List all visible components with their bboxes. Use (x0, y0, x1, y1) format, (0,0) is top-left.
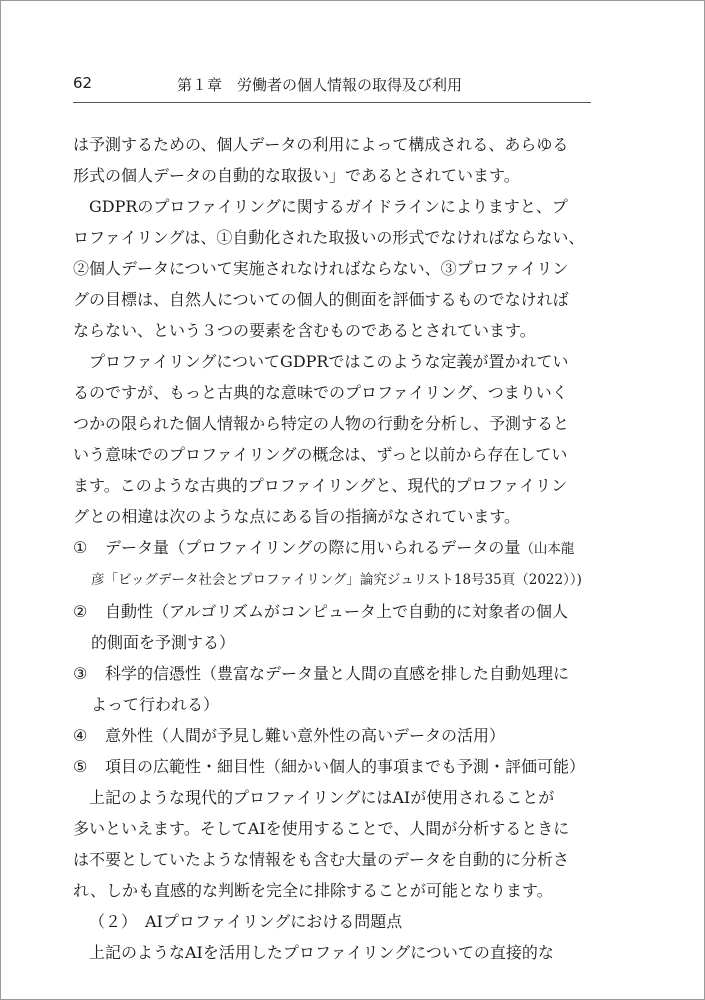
paragraph-line: ②個人データについて実施されなければならない、③プロファイリン (73, 259, 569, 278)
paragraph-line: つかの限られた個人情報から特定の人物の行動を分析し、予測すると (73, 414, 570, 433)
list-item-text: 意外性（人間が予見し難い意外性の高いデータの活用） (105, 726, 506, 745)
list-item-number: ② (73, 602, 88, 621)
paragraph-line: ならない、という３つの要素を含むものであるとされています。 (73, 321, 536, 340)
paragraph-line: ロファイリングは、①自動化された取扱いの形式でなければならない、 (73, 228, 585, 247)
list-item-number: ① (73, 538, 88, 557)
paragraph-line: るのですが、もっと古典的な意味でのプロファイリング、つまりいく (73, 383, 568, 402)
list-item (73, 658, 591, 689)
paragraph-line: れ、しかも直感的な判断を完全に排除することが可能となります。 (73, 881, 553, 900)
paragraph-line: グの目標は、自然人についての個人的側面を評価するものでなければ (73, 290, 569, 309)
citation-note: （山本龍 (520, 541, 575, 557)
paragraph-line: いう意味でのプロファイリングの概念は、ずっと以前から存在してい (73, 445, 568, 464)
paragraph-line: 上記のようなAIを活用したプロファイリングについての直接的な (89, 943, 554, 962)
list-item-number: ④ (73, 726, 88, 745)
paragraph-line: 上記のような現代的プロファイリングにはAIが使用されることが (89, 788, 555, 807)
list-item-text: 科学的信憑性（豊富なデータ量と人間の直感を排した自動処理に (105, 664, 570, 683)
list-item-number: ⑤ (73, 757, 88, 776)
list-item (73, 720, 591, 751)
list-item (73, 751, 591, 782)
subheading: （２） AIプロファイリングにおける問題点 (89, 912, 403, 931)
list-item-text: データ量（プロファイリングの際に用いられるデータの量 (105, 538, 521, 557)
chapter-title: 第１章 労働者の個人情報の取得及び利用 (177, 76, 463, 94)
paragraph-line: GDPRのプロファイリングに関するガイドラインによりますと、プ (89, 197, 568, 216)
list-item-text: 項目の広範性・細目性（細かい個人的事項までも予測・評価可能） (105, 757, 586, 776)
list-item-number: ③ (73, 664, 88, 683)
list-item (73, 596, 591, 627)
paragraph-line: プロファイリングについてGDPRではこのような定義が置かれてい (89, 352, 569, 371)
header-rule (73, 102, 591, 103)
list-item-text: 自動性（アルゴリズムがコンピュータ上で自動的に対象者の個人 (105, 602, 569, 621)
paragraph-line: は不要としていたような情報をも含む大量のデータを自動的に分析さ (73, 850, 570, 869)
list-item-continuation: 的側面を予測する） (91, 633, 236, 652)
page-header (73, 74, 591, 98)
paragraph-line: 形式の個人データの自動的な取扱い」であるとされています。 (73, 166, 520, 185)
paragraph-line: ます。このような古典的プロファイリングと、現代的プロファイリン (73, 476, 568, 495)
paragraph-line: グとの相違は次のような点にある旨の指摘がなされています。 (73, 507, 521, 526)
paragraph-line: は予測するための、個人データの利用によって構成される、あらゆる (73, 135, 569, 154)
list-item-continuation: 彦「ビッグデータ社会とプロファイリング」論究ジュリスト18号35頁（2022））) (91, 572, 582, 588)
body-text (73, 129, 591, 968)
list-item (73, 532, 591, 565)
paragraph-line: 多いといえます。そしてAIを使用することで、人間が分析するときに (73, 819, 570, 838)
page-number: 62 (73, 74, 93, 92)
list-item-continuation: よって行われる） (91, 695, 220, 714)
